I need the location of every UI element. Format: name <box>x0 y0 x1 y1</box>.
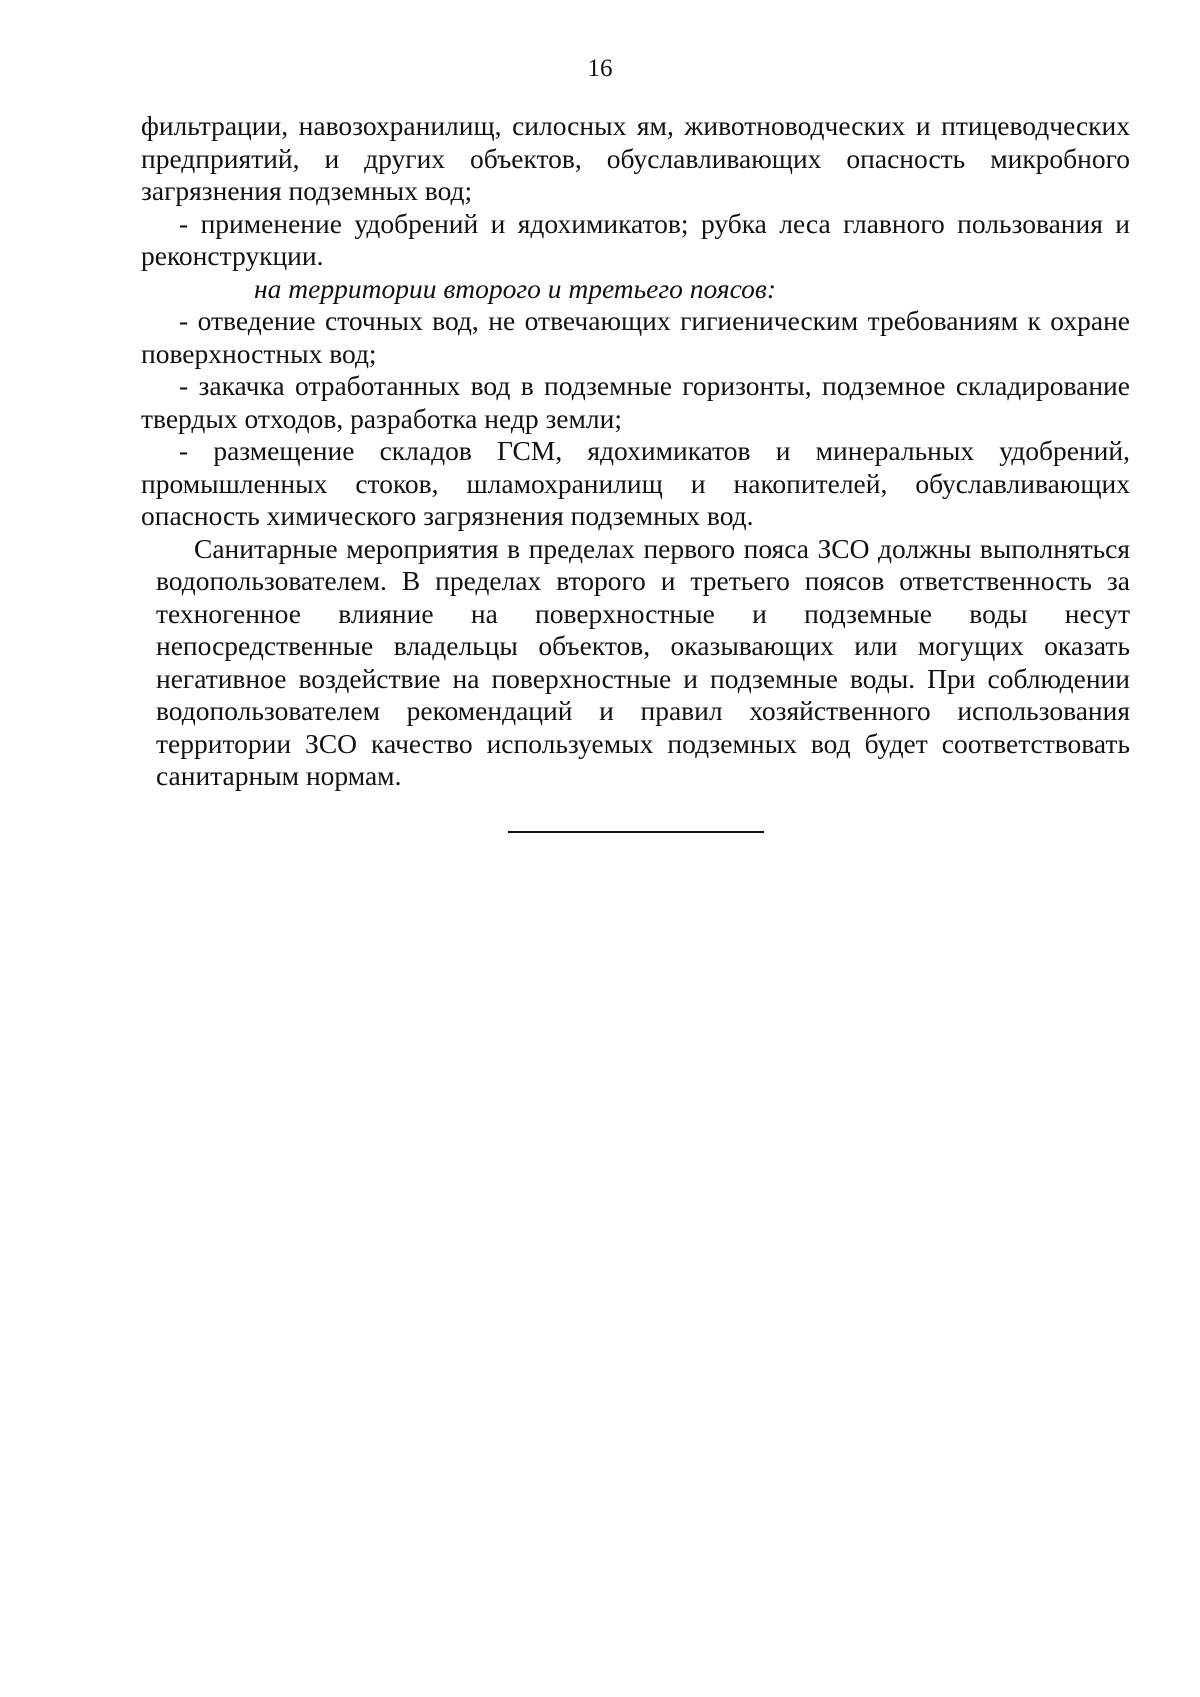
list-item-wastewater: - отведение сточных вод, не отвечающих гигиеническим требованиям к охране поверхностных вод; <box>141 305 1130 369</box>
paragraph-sanitary-measures: Санитарные мероприятия в пределах первого пояса ЗСО должны выполняться водопользователем. В пределах второго и третьего поясов ответственность за техногенное влияние на поверхностные и подземные воды несут непосредственные владельцы объектов, оказывающих или могущих оказать негативное воздействие на поверхностные и подземные воды. При соблюдении водопользователем рекомендаций и правил хозяйственного использования территории ЗСО качество используемых подземных вод будет соответствовать санитарным нормам. <box>156 532 1130 791</box>
page-number: 16 <box>587 55 613 82</box>
paragraph-continuation: фильтрации, навозохранилищ, силосных ям, животноводческих и птицеводческих предприятий, и других объектов, обуславливающих опасность микробного загрязнения подземных вод; <box>141 110 1130 206</box>
list-item-storage: - размещение складов ГСМ, ядохимикатов и минеральных удобрений, промышленных стоков, шламохранилищ и накопителей, обуславливающих опасность химического загрязнения подземных вод. <box>141 435 1130 531</box>
list-item-fertilizers: - применение удобрений и ядохимикатов; рубка леса главного пользования и реконструкции. <box>141 207 1130 271</box>
section-heading-second-third-zones: на территории второго и третьего поясов: <box>254 272 777 304</box>
end-divider-line <box>508 831 764 833</box>
document-body <box>141 110 1130 793</box>
list-item-injection: - закачка отработанных вод в подземные горизонты, подземное складирование твердых отходов, разработка недр земли; <box>141 370 1130 434</box>
